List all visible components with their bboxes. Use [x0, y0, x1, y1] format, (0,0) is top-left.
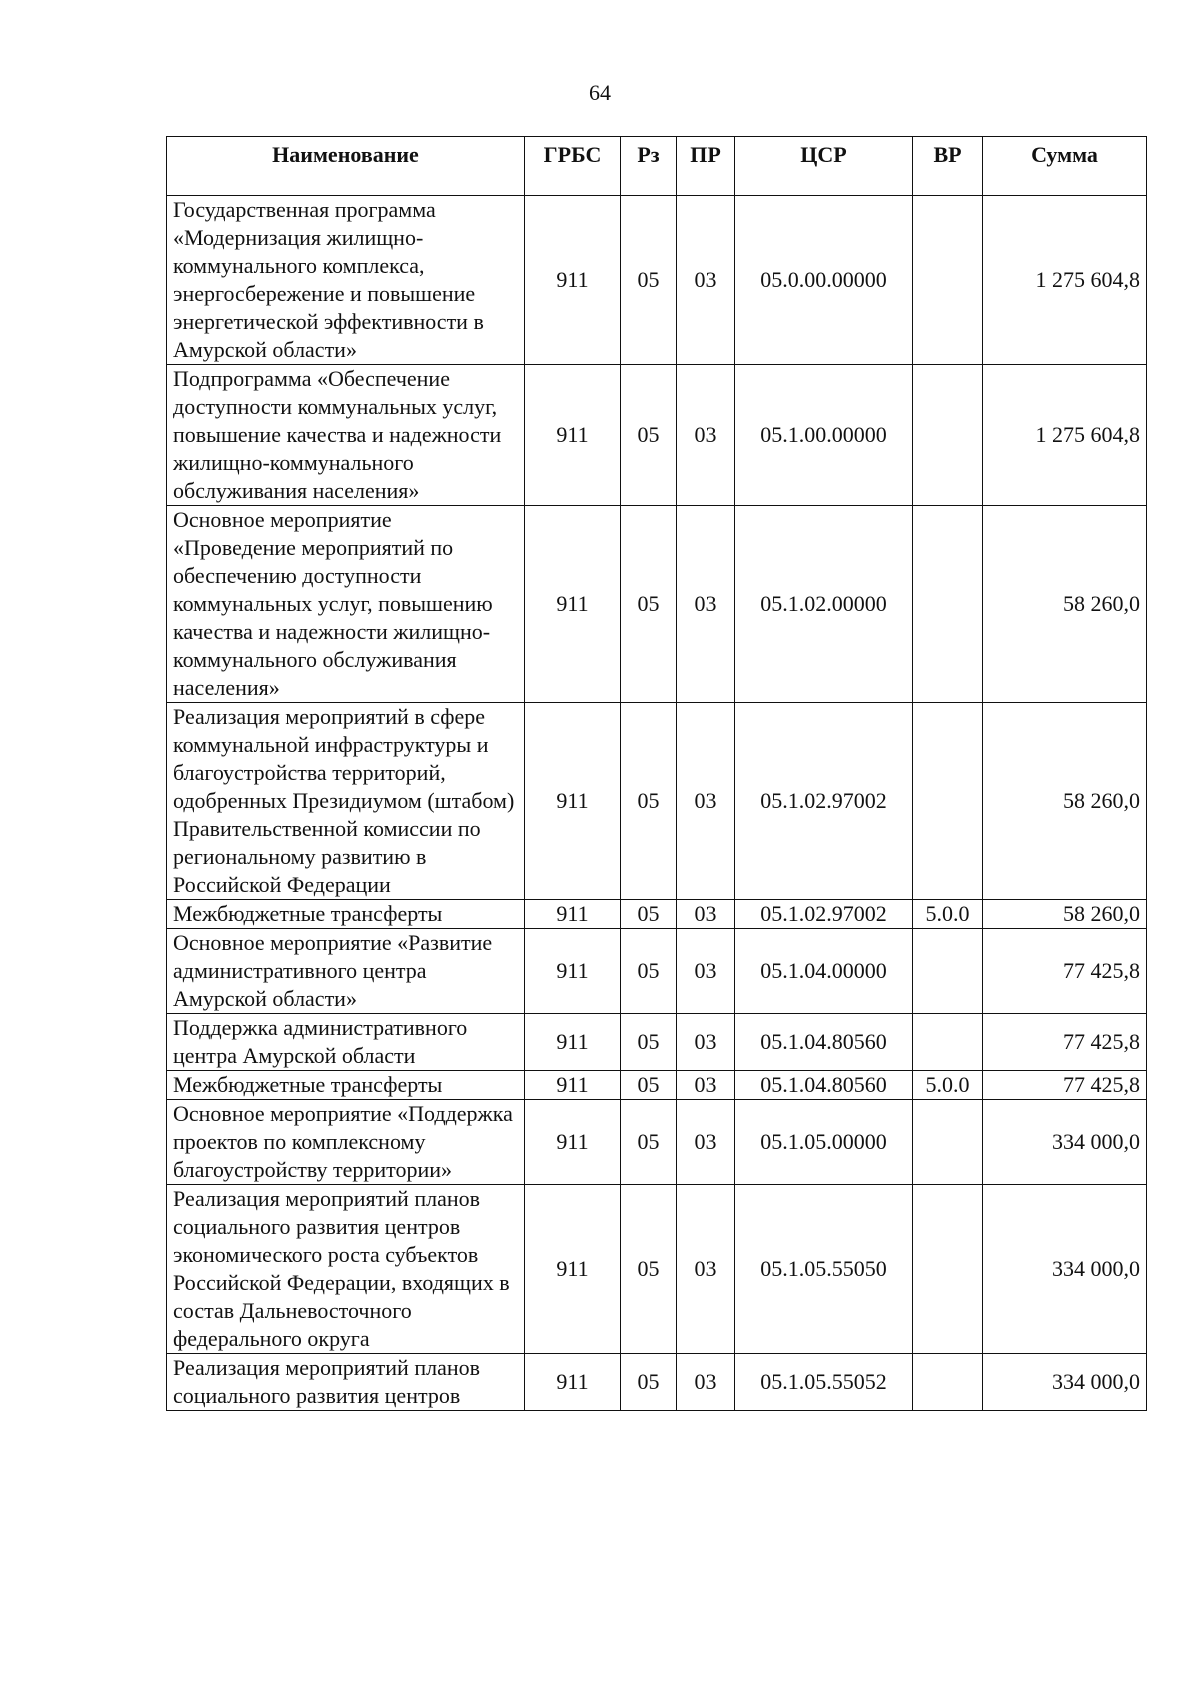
row-rz: 05 — [621, 703, 677, 900]
row-name: Основное мероприятие «Развитие административного центра Амурской области» — [167, 929, 525, 1014]
row-name: Поддержка административного центра Амурской области — [167, 1014, 525, 1071]
row-vr — [913, 1014, 983, 1071]
header-pr: ПР — [677, 137, 735, 196]
row-pr: 03 — [677, 1185, 735, 1354]
table-row — [167, 365, 1147, 506]
row-csr: 05.1.05.55052 — [735, 1354, 913, 1411]
budget-table — [166, 136, 1147, 1411]
row-sum: 77 425,8 — [983, 929, 1147, 1014]
row-csr: 05.1.05.00000 — [735, 1100, 913, 1185]
table-row — [167, 703, 1147, 900]
table-row — [167, 929, 1147, 1014]
row-rz: 05 — [621, 196, 677, 365]
table-row — [167, 900, 1147, 929]
row-sum: 58 260,0 — [983, 703, 1147, 900]
row-grbs: 911 — [525, 900, 621, 929]
row-sum: 77 425,8 — [983, 1071, 1147, 1100]
row-grbs: 911 — [525, 1354, 621, 1411]
row-rz: 05 — [621, 1071, 677, 1100]
table-row — [167, 196, 1147, 365]
row-name: Межбюджетные трансферты — [167, 900, 525, 929]
row-csr: 05.1.02.97002 — [735, 900, 913, 929]
row-rz: 05 — [621, 1354, 677, 1411]
header-csr: ЦСР — [735, 137, 913, 196]
row-pr: 03 — [677, 900, 735, 929]
row-pr: 03 — [677, 365, 735, 506]
table-row — [167, 506, 1147, 703]
header-name: Наименование — [167, 137, 525, 196]
row-vr — [913, 929, 983, 1014]
row-name: Основное мероприятие «Проведение мероприятий по обеспечению доступности коммунальных услуг, повышению качества и надежности жилищно-коммунального обслуживания населения» — [167, 506, 525, 703]
row-pr: 03 — [677, 196, 735, 365]
row-name: Подпрограмма «Обеспечение доступности коммунальных услуг, повышение качества и надежности жилищно-коммунального обслуживания населения» — [167, 365, 525, 506]
row-sum: 334 000,0 — [983, 1185, 1147, 1354]
row-vr — [913, 365, 983, 506]
row-grbs: 911 — [525, 1071, 621, 1100]
row-name: Реализация мероприятий планов социального развития центров — [167, 1354, 525, 1411]
row-pr: 03 — [677, 1014, 735, 1071]
row-csr: 05.1.02.00000 — [735, 506, 913, 703]
row-sum: 58 260,0 — [983, 506, 1147, 703]
row-grbs: 911 — [525, 929, 621, 1014]
table-header-row — [167, 137, 1147, 196]
row-vr — [913, 1100, 983, 1185]
table-row — [167, 1354, 1147, 1411]
row-csr: 05.1.02.97002 — [735, 703, 913, 900]
row-grbs: 911 — [525, 506, 621, 703]
row-name: Реализация мероприятий планов социального развития центров экономического роста субъектов Российской Федерации, входящих в состав Дальневосточного федерального округа — [167, 1185, 525, 1354]
row-csr: 05.0.00.00000 — [735, 196, 913, 365]
row-name: Реализация мероприятий в сфере коммунальной инфраструктуры и благоустройства территорий, одобренных Президиумом (штабом) Правительственной комиссии по региональному развитию в Российской Федерации — [167, 703, 525, 900]
row-vr — [913, 703, 983, 900]
table-row — [167, 1014, 1147, 1071]
row-sum: 58 260,0 — [983, 900, 1147, 929]
row-grbs: 911 — [525, 1014, 621, 1071]
row-vr — [913, 506, 983, 703]
row-grbs: 911 — [525, 365, 621, 506]
table-row — [167, 1185, 1147, 1354]
row-sum: 1 275 604,8 — [983, 365, 1147, 506]
row-pr: 03 — [677, 1100, 735, 1185]
table-row — [167, 1071, 1147, 1100]
row-csr: 05.1.04.00000 — [735, 929, 913, 1014]
row-vr — [913, 196, 983, 365]
row-pr: 03 — [677, 1354, 735, 1411]
header-vr: ВР — [913, 137, 983, 196]
row-rz: 05 — [621, 900, 677, 929]
row-csr: 05.1.04.80560 — [735, 1071, 913, 1100]
row-grbs: 911 — [525, 196, 621, 365]
header-rz: Рз — [621, 137, 677, 196]
row-rz: 05 — [621, 1014, 677, 1071]
row-csr: 05.1.04.80560 — [735, 1014, 913, 1071]
row-sum: 334 000,0 — [983, 1354, 1147, 1411]
row-vr: 5.0.0 — [913, 900, 983, 929]
row-sum: 77 425,8 — [983, 1014, 1147, 1071]
header-sum: Сумма — [983, 137, 1147, 196]
row-rz: 05 — [621, 1185, 677, 1354]
row-vr — [913, 1354, 983, 1411]
row-pr: 03 — [677, 929, 735, 1014]
row-pr: 03 — [677, 506, 735, 703]
row-grbs: 911 — [525, 1100, 621, 1185]
row-rz: 05 — [621, 506, 677, 703]
row-csr: 05.1.00.00000 — [735, 365, 913, 506]
row-grbs: 911 — [525, 703, 621, 900]
row-name: Межбюджетные трансферты — [167, 1071, 525, 1100]
row-rz: 05 — [621, 365, 677, 506]
row-vr: 5.0.0 — [913, 1071, 983, 1100]
table-row — [167, 1100, 1147, 1185]
row-pr: 03 — [677, 1071, 735, 1100]
page-number: 64 — [589, 80, 611, 105]
row-name: Основное мероприятие «Поддержка проектов по комплексному благоустройству территории» — [167, 1100, 525, 1185]
row-pr: 03 — [677, 703, 735, 900]
row-rz: 05 — [621, 929, 677, 1014]
row-rz: 05 — [621, 1100, 677, 1185]
row-vr — [913, 1185, 983, 1354]
row-name: Государственная программа «Модернизация жилищно-коммунального комплекса, энергосбережение и повышение энергетической эффективности в Амурской области» — [167, 196, 525, 365]
row-csr: 05.1.05.55050 — [735, 1185, 913, 1354]
row-grbs: 911 — [525, 1185, 621, 1354]
header-grbs: ГРБС — [525, 137, 621, 196]
row-sum: 334 000,0 — [983, 1100, 1147, 1185]
row-sum: 1 275 604,8 — [983, 196, 1147, 365]
